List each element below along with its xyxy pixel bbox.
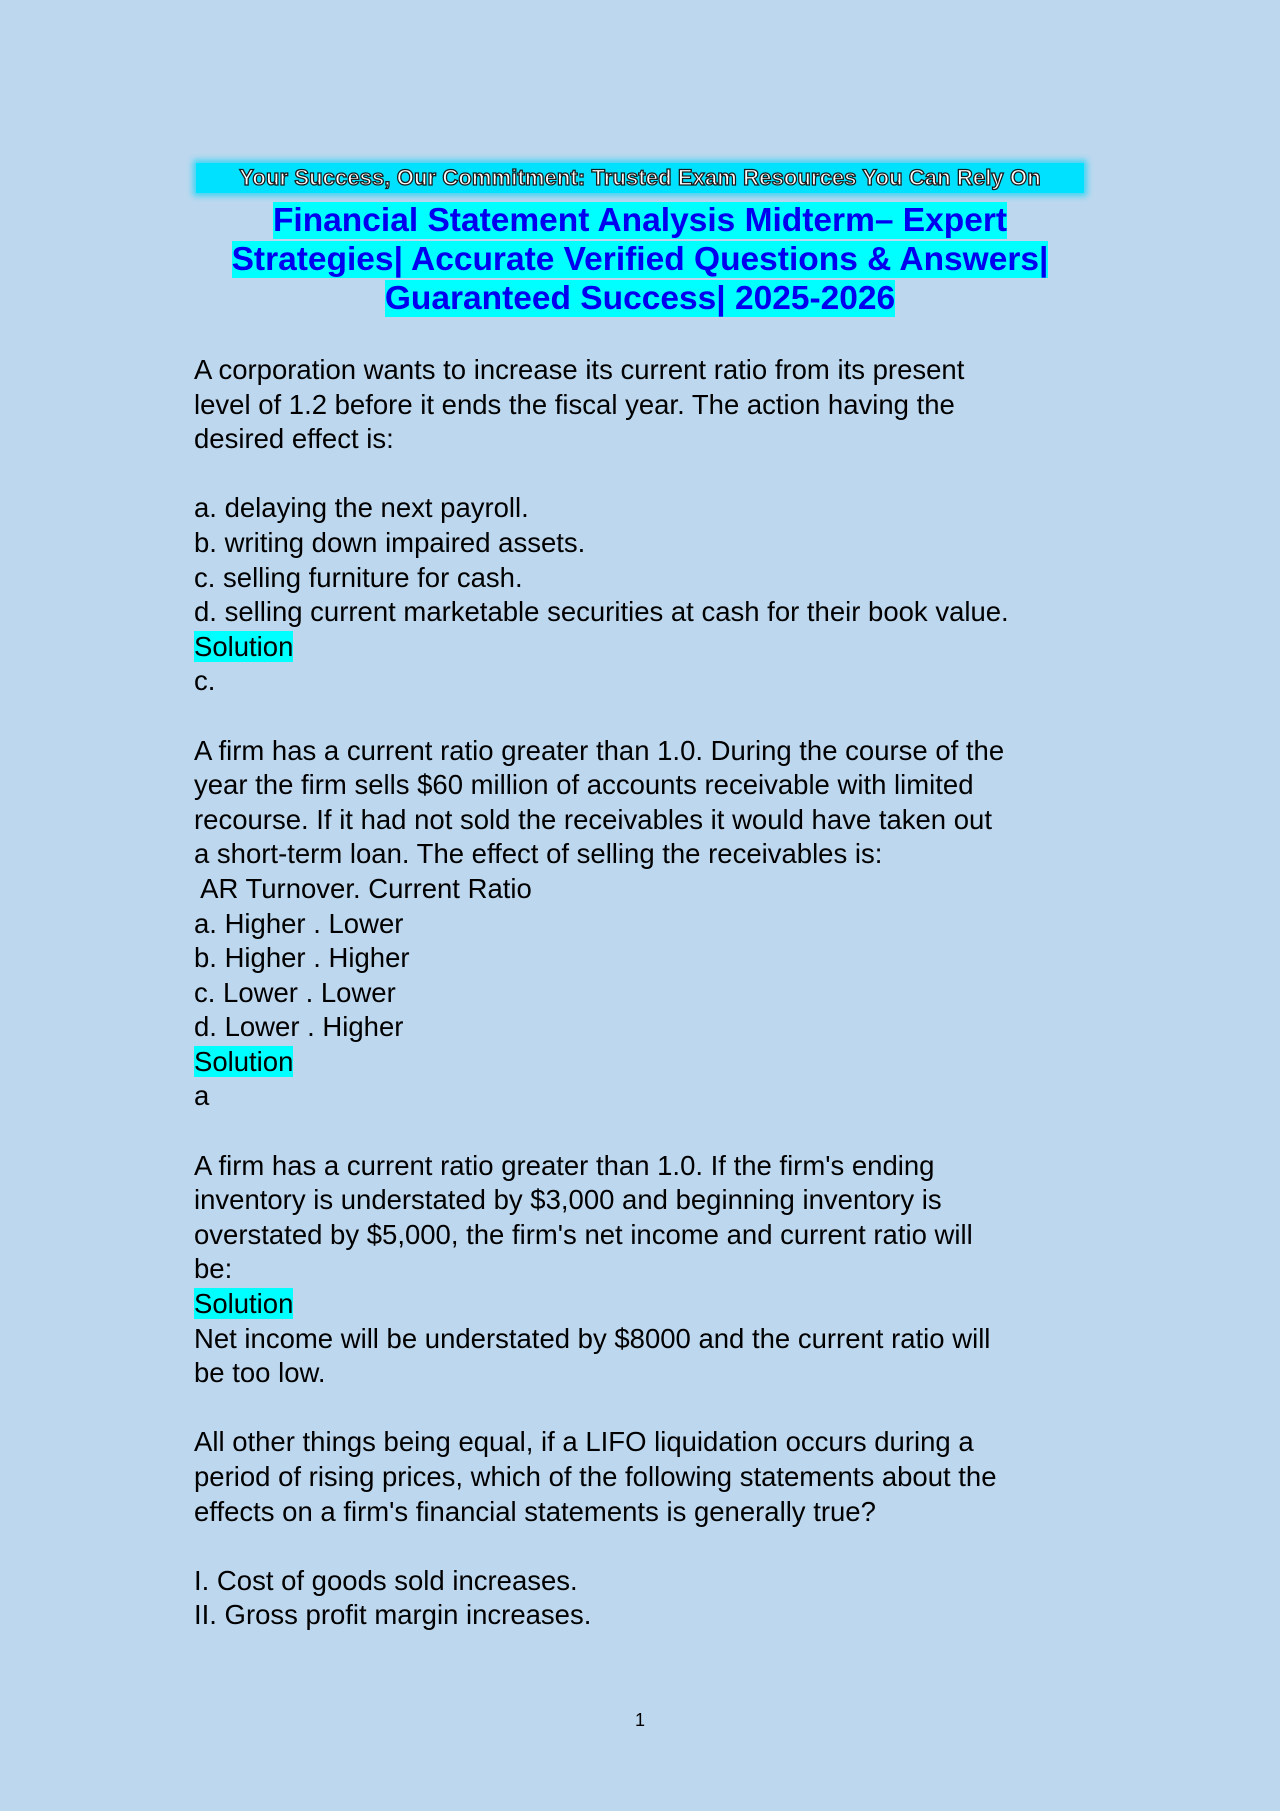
document-title [150,201,1130,318]
answer-option: a. delaying the next payroll. [194,492,529,524]
question-text: A corporation wants to increase its current ratio from its present [194,354,965,385]
solution-answer: a [194,1080,210,1112]
question-4 [194,1425,1094,1633]
question-text: inventory is understated by $3,000 and beginning inventory is [194,1184,942,1216]
solution-answer: c. [194,665,216,697]
question-2 [194,734,1094,1115]
question-text: All other things being equal, if a LIFO liquidation occurs during a [194,1426,974,1458]
solution-answer: Net income will be understated by $8000 and the current ratio will [194,1322,991,1354]
answer-option: d. Lower . Higher [194,1011,404,1043]
title-line: Guaranteed Success| 2025-2026 [384,280,896,317]
answer-option: II. Gross profit margin increases. [194,1599,592,1631]
solution-answer: be too low. [194,1357,326,1389]
solution-label: Solution [194,630,294,662]
question-text: effects on a firm's financial statements is generally true? [194,1495,876,1527]
solution-label: Solution [194,1288,294,1320]
solution-label: Solution [194,1045,294,1077]
answer-option: b. writing down impaired assets. [194,526,586,558]
banner: Your Success, Our Commitment: Trusted Exam Resources You Can Rely On [196,163,1084,193]
question-text: A firm has a current ratio greater than 1.0. If the firm's ending [194,1149,935,1181]
answer-option: c. Lower . Lower [194,976,396,1008]
answer-option: a. Higher . Lower [194,907,404,939]
question-text: year the firm sells $60 million of accounts receivable with limited [194,769,974,801]
title-line: Financial Statement Analysis Midterm– Expert [272,202,1008,239]
question-text: level of 1.2 before it ends the fiscal year. The action having the [194,388,955,420]
answer-option: b. Higher . Higher [194,942,410,974]
answer-option: I. Cost of goods sold increases. [194,1564,578,1596]
question-1 [194,353,1094,699]
question-text: be: [194,1253,233,1285]
page-number: 1 [634,1710,645,1730]
question-text: a short-term loan. The effect of selling the receivables is: [194,838,883,870]
answer-option: c. selling furniture for cash. [194,561,523,593]
question-text: desired effect is: [194,423,394,455]
question-3 [194,1149,1094,1391]
options-header: AR Turnover. Current Ratio [194,872,532,904]
answer-option: d. selling current marketable securities at cash for their book value. [194,596,1009,628]
question-text: period of rising prices, which of the following statements about the [194,1461,997,1492]
title-line: Strategies| Accurate Verified Questions & Answers| [231,241,1049,278]
question-text: A firm has a current ratio greater than 1.0. During the course of the [194,734,1005,766]
questions-content [194,353,1094,1633]
question-text: recourse. If it had not sold the receivables it would have taken out [194,803,992,835]
question-text: overstated by $5,000, the firm's net income and current ratio will [194,1218,973,1250]
